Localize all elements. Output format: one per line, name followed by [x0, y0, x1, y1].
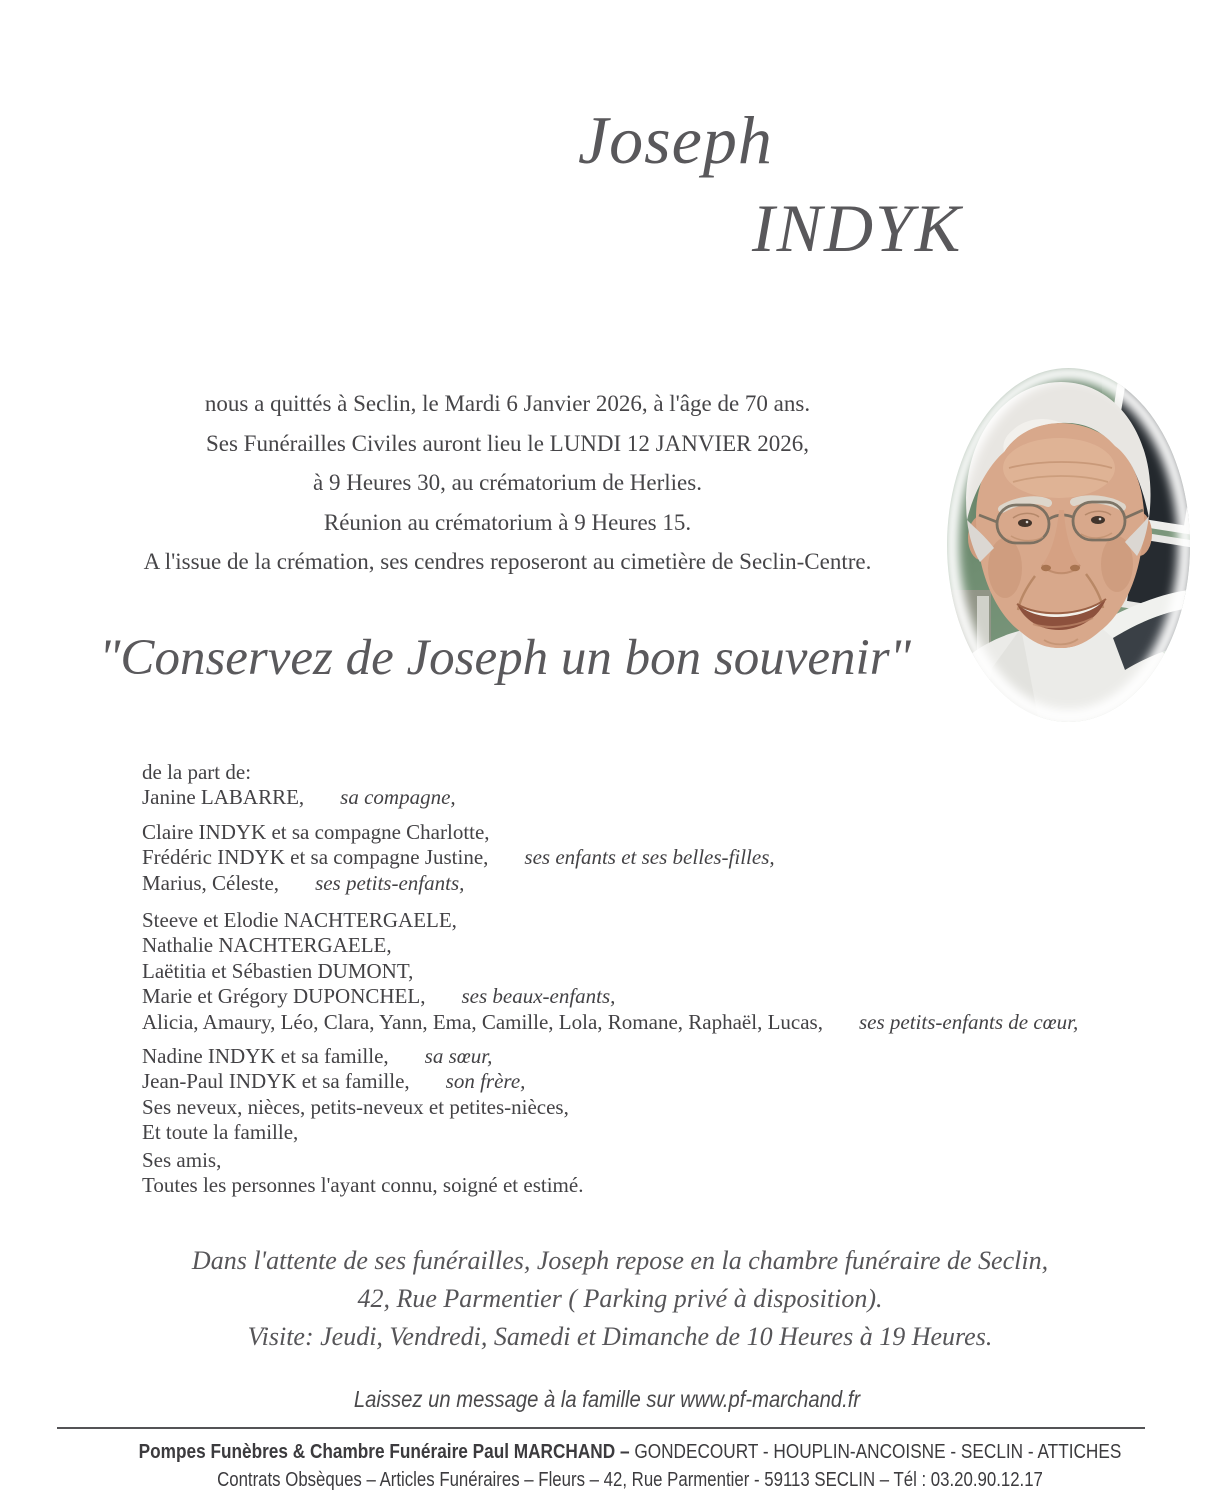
family-relation: sa compagne,: [340, 785, 456, 810]
announcement-line: Réunion au crématorium à 9 Heures 15.: [323, 509, 692, 535]
family-group: [142, 760, 1078, 811]
family-name-text: Jean-Paul INDYK et sa famille,: [142, 1069, 410, 1094]
family-name-text: Janine LABARRE,: [142, 785, 305, 810]
family-group: [142, 908, 1078, 1035]
family-name-text: Alicia, Amaury, Léo, Clara, Yann, Ema, Camille, Lola, Romane, Raphaël, Lucas,: [142, 1009, 823, 1034]
family-line: [142, 1148, 1078, 1173]
family-name-text: Toutes les personnes l'ayant connu, soigné et estimé.: [142, 1173, 584, 1198]
family-name-text: Marius, Céleste,: [142, 870, 280, 895]
family-line: [142, 871, 1078, 896]
family-relation: ses petits-enfants de cœur,: [858, 1009, 1079, 1034]
family-line: [142, 933, 1078, 958]
announcement-line: Ses Funérailles Civiles auront lieu le LUNDI 12 JANVIER 2026,: [205, 430, 810, 456]
family-group: [142, 820, 1078, 896]
family-line: [142, 760, 1078, 785]
announcement-block: [40, 384, 975, 582]
family-name-text: Marie et Grégory DUPONCHEL,: [142, 984, 426, 1009]
family-relation: ses enfants et ses belles-filles,: [524, 845, 775, 870]
family-line: [142, 1095, 1078, 1120]
family-line: [142, 984, 1078, 1009]
family-name-text: Frédéric INDYK et sa compagne Justine,: [142, 845, 489, 870]
deceased-first-name: Joseph: [578, 102, 773, 178]
announcement-line: nous a quittés à Seclin, le Mardi 6 Janvier 2026, à l'âge de 70 ans.: [204, 391, 811, 416]
family-line: [142, 1069, 1078, 1094]
family-line: [142, 1044, 1078, 1069]
funeral-home-info-line: Dans l'attente de ses funérailles, Joseph repose en la chambre funéraire de Seclin,: [191, 1246, 1049, 1275]
family-name-text: Nadine INDYK et sa famille,: [142, 1044, 389, 1069]
family-line: [142, 1120, 1078, 1145]
family-name-text: Ses neveux, nièces, petits-neveux et petites-nièces,: [142, 1094, 569, 1119]
footer-company-name: Pompes Funèbres & Chambre Funéraire Paul MARCHAND –: [138, 1440, 635, 1463]
footer-company-line: [120, 1440, 1140, 1464]
family-line: [142, 908, 1078, 933]
guestbook-message: Laissez un message à la famille sur www.pf-marchand.fr: [353, 1386, 861, 1412]
memorial-quote: "Conservez de Joseph un bon souvenir": [99, 630, 911, 686]
family-name-text: Nathalie NACHTERGAELE,: [142, 933, 392, 958]
footer-company-cities: GONDECOURT - HOUPLIN-ANCOISNE - SECLIN - ATTICHES: [634, 1440, 1122, 1463]
announcement-line: A l'issue de la crémation, ses cendres reposeront au cimetière de Seclin-Centre.: [143, 549, 872, 574]
footer-services-line: Contrats Obsèques – Articles Funéraires – Fleurs – 42, Rue Parmentier - 59113 SECLIN – Tél : 03.20.90.12.17: [217, 1469, 1043, 1491]
funeral-home-info-line: 42, Rue Parmentier ( Parking privé à disposition).: [357, 1284, 883, 1313]
family-relation: ses petits-enfants,: [315, 870, 465, 895]
family-group: [142, 1148, 1078, 1199]
family-name-text: Ses amis,: [142, 1147, 222, 1172]
family-group: [142, 1044, 1078, 1146]
family-name-text: Claire INDYK et sa compagne Charlotte,: [142, 819, 490, 844]
family-line: [142, 820, 1078, 845]
funeral-home-info-line: Visite: Jeudi, Vendredi, Samedi et Dimanche de 10 Heures à 19 Heures.: [247, 1322, 993, 1351]
family-name-text: Laëtitia et Sébastien DUMONT,: [142, 958, 414, 983]
family-relation: sa sœur,: [424, 1044, 493, 1069]
funeral-home-info: [0, 1242, 1214, 1356]
deceased-last-name: INDYK: [752, 190, 963, 266]
family-name-text: Et toute la famille,: [142, 1120, 299, 1145]
family-list: [142, 760, 1078, 1199]
family-line: [142, 1173, 1078, 1198]
family-relation: ses beaux-enfants,: [461, 984, 616, 1009]
family-line: [142, 845, 1078, 870]
family-relation: son frère,: [445, 1069, 526, 1094]
footer-divider: [57, 1427, 1145, 1429]
family-name-text: de la part de:: [142, 760, 252, 784]
family-line: [142, 1010, 1078, 1035]
family-name-text: Steeve et Elodie NACHTERGAELE,: [142, 908, 457, 933]
family-line: [142, 785, 1078, 810]
announcement-line: à 9 Heures 30, au crématorium de Herlies.: [313, 470, 702, 495]
family-line: [142, 959, 1078, 984]
